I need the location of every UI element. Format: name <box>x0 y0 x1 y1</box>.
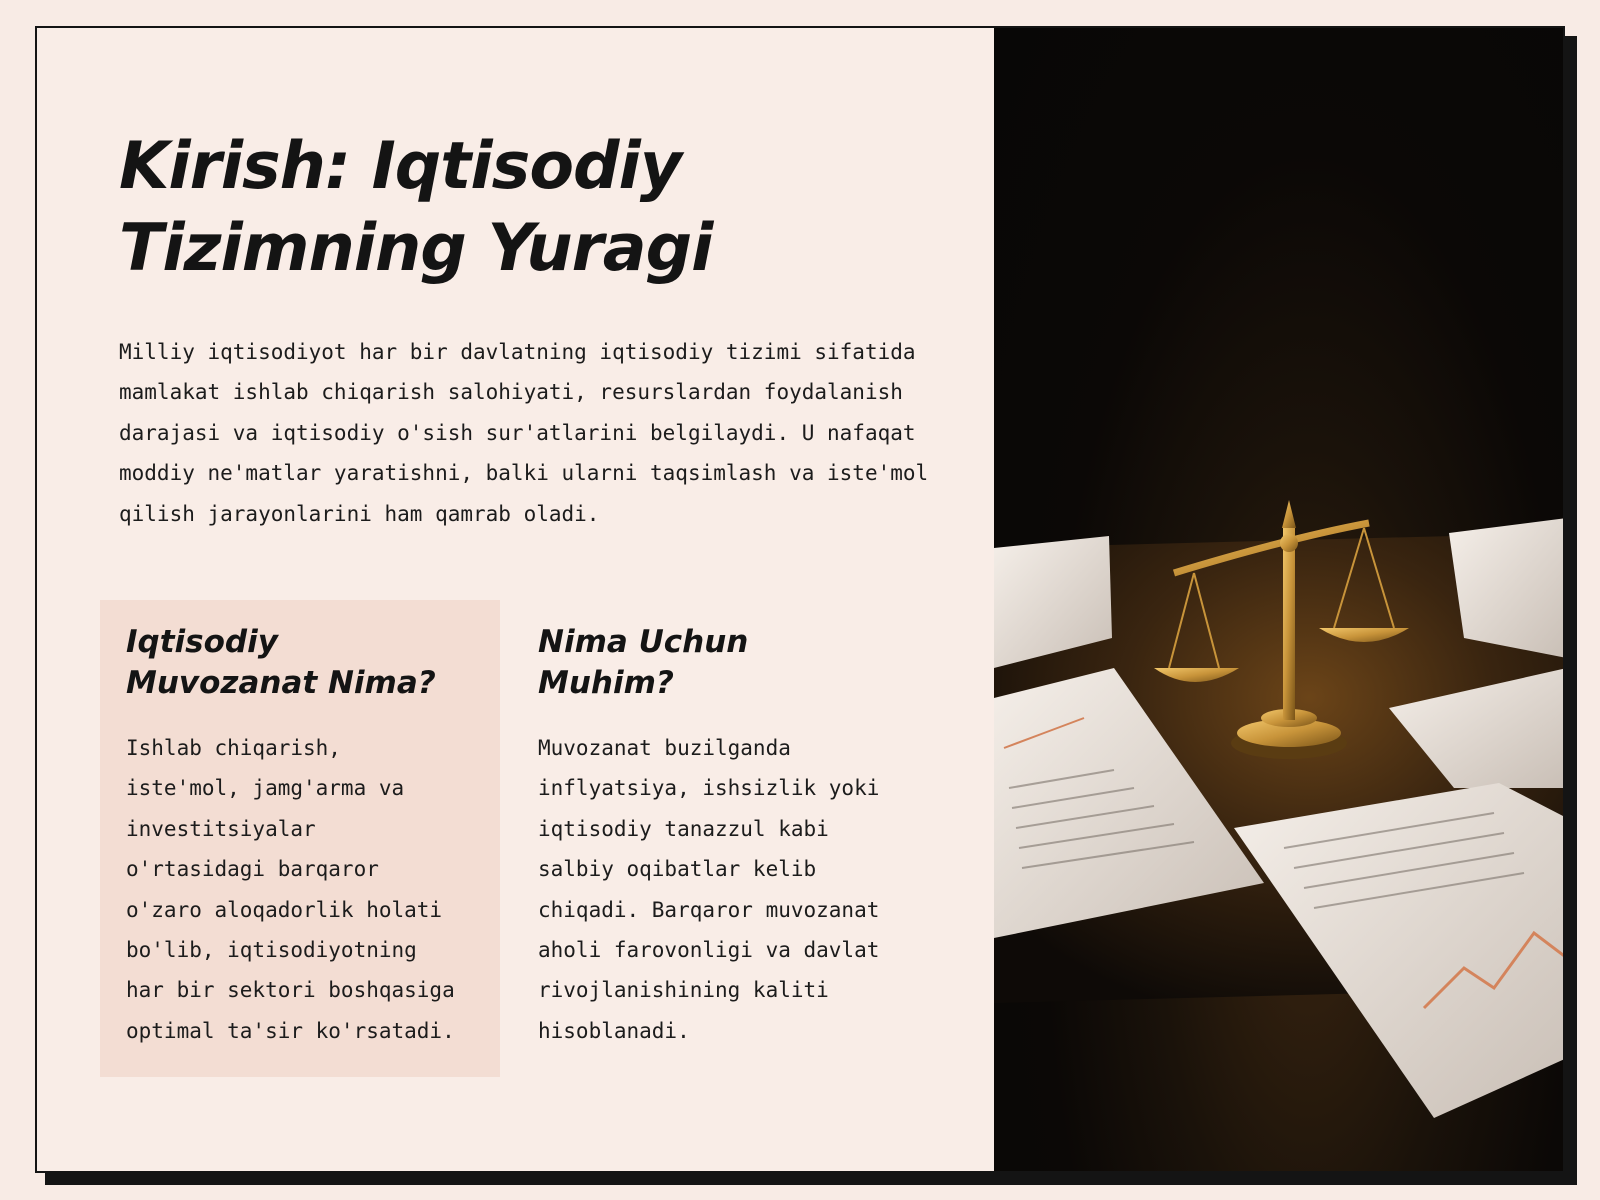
slide-title: Kirish: Iqtisodiy Tizimning Yuragi <box>119 129 713 286</box>
definition-card <box>100 600 500 1077</box>
intro-paragraph: Milliy iqtisodiyot har bir davlatning iqtisodiy tizimi sifatida mamlakat ishlab chiqarish salohiyati, resurslardan foydalanish darajasi va iqtisodiy o'sish sur'atlarini belgilaydi. U nafaqat moddiy ne'matlar yaratishni, balki ularni taqsimlash va iste'mol qilish jarayonlarini ham qamrab oladi. <box>119 340 929 526</box>
slide <box>35 26 1565 1173</box>
scales-photo <box>994 28 1565 1173</box>
importance-card <box>512 600 912 1077</box>
importance-card-title: Nima Uchun Muhim? <box>538 624 749 701</box>
definition-card-body: Ishlab chiqarish, iste'mol, jamg'arma va investitsiyalar o'rtasidagi barqaror o'zaro aloqadorlik holati bo'lib, iqtisodiyotning har bir sektori boshqasiga optimal ta'sir ko'rsatadi. <box>126 736 455 1043</box>
importance-card-body: Muvozanat buzilganda inflyatsiya, ishsizlik yoki iqtisodiy tanazzul kabi salbiy oqibatlar kelib chiqadi. Barqaror muvozanat aholi farovonligi va davlat rivojlanishining kaliti hisoblanadi. <box>538 736 880 1043</box>
scales-illustration <box>994 28 1565 1173</box>
definition-card-title: Iqtisodiy Muvozanat Nima? <box>126 624 436 701</box>
